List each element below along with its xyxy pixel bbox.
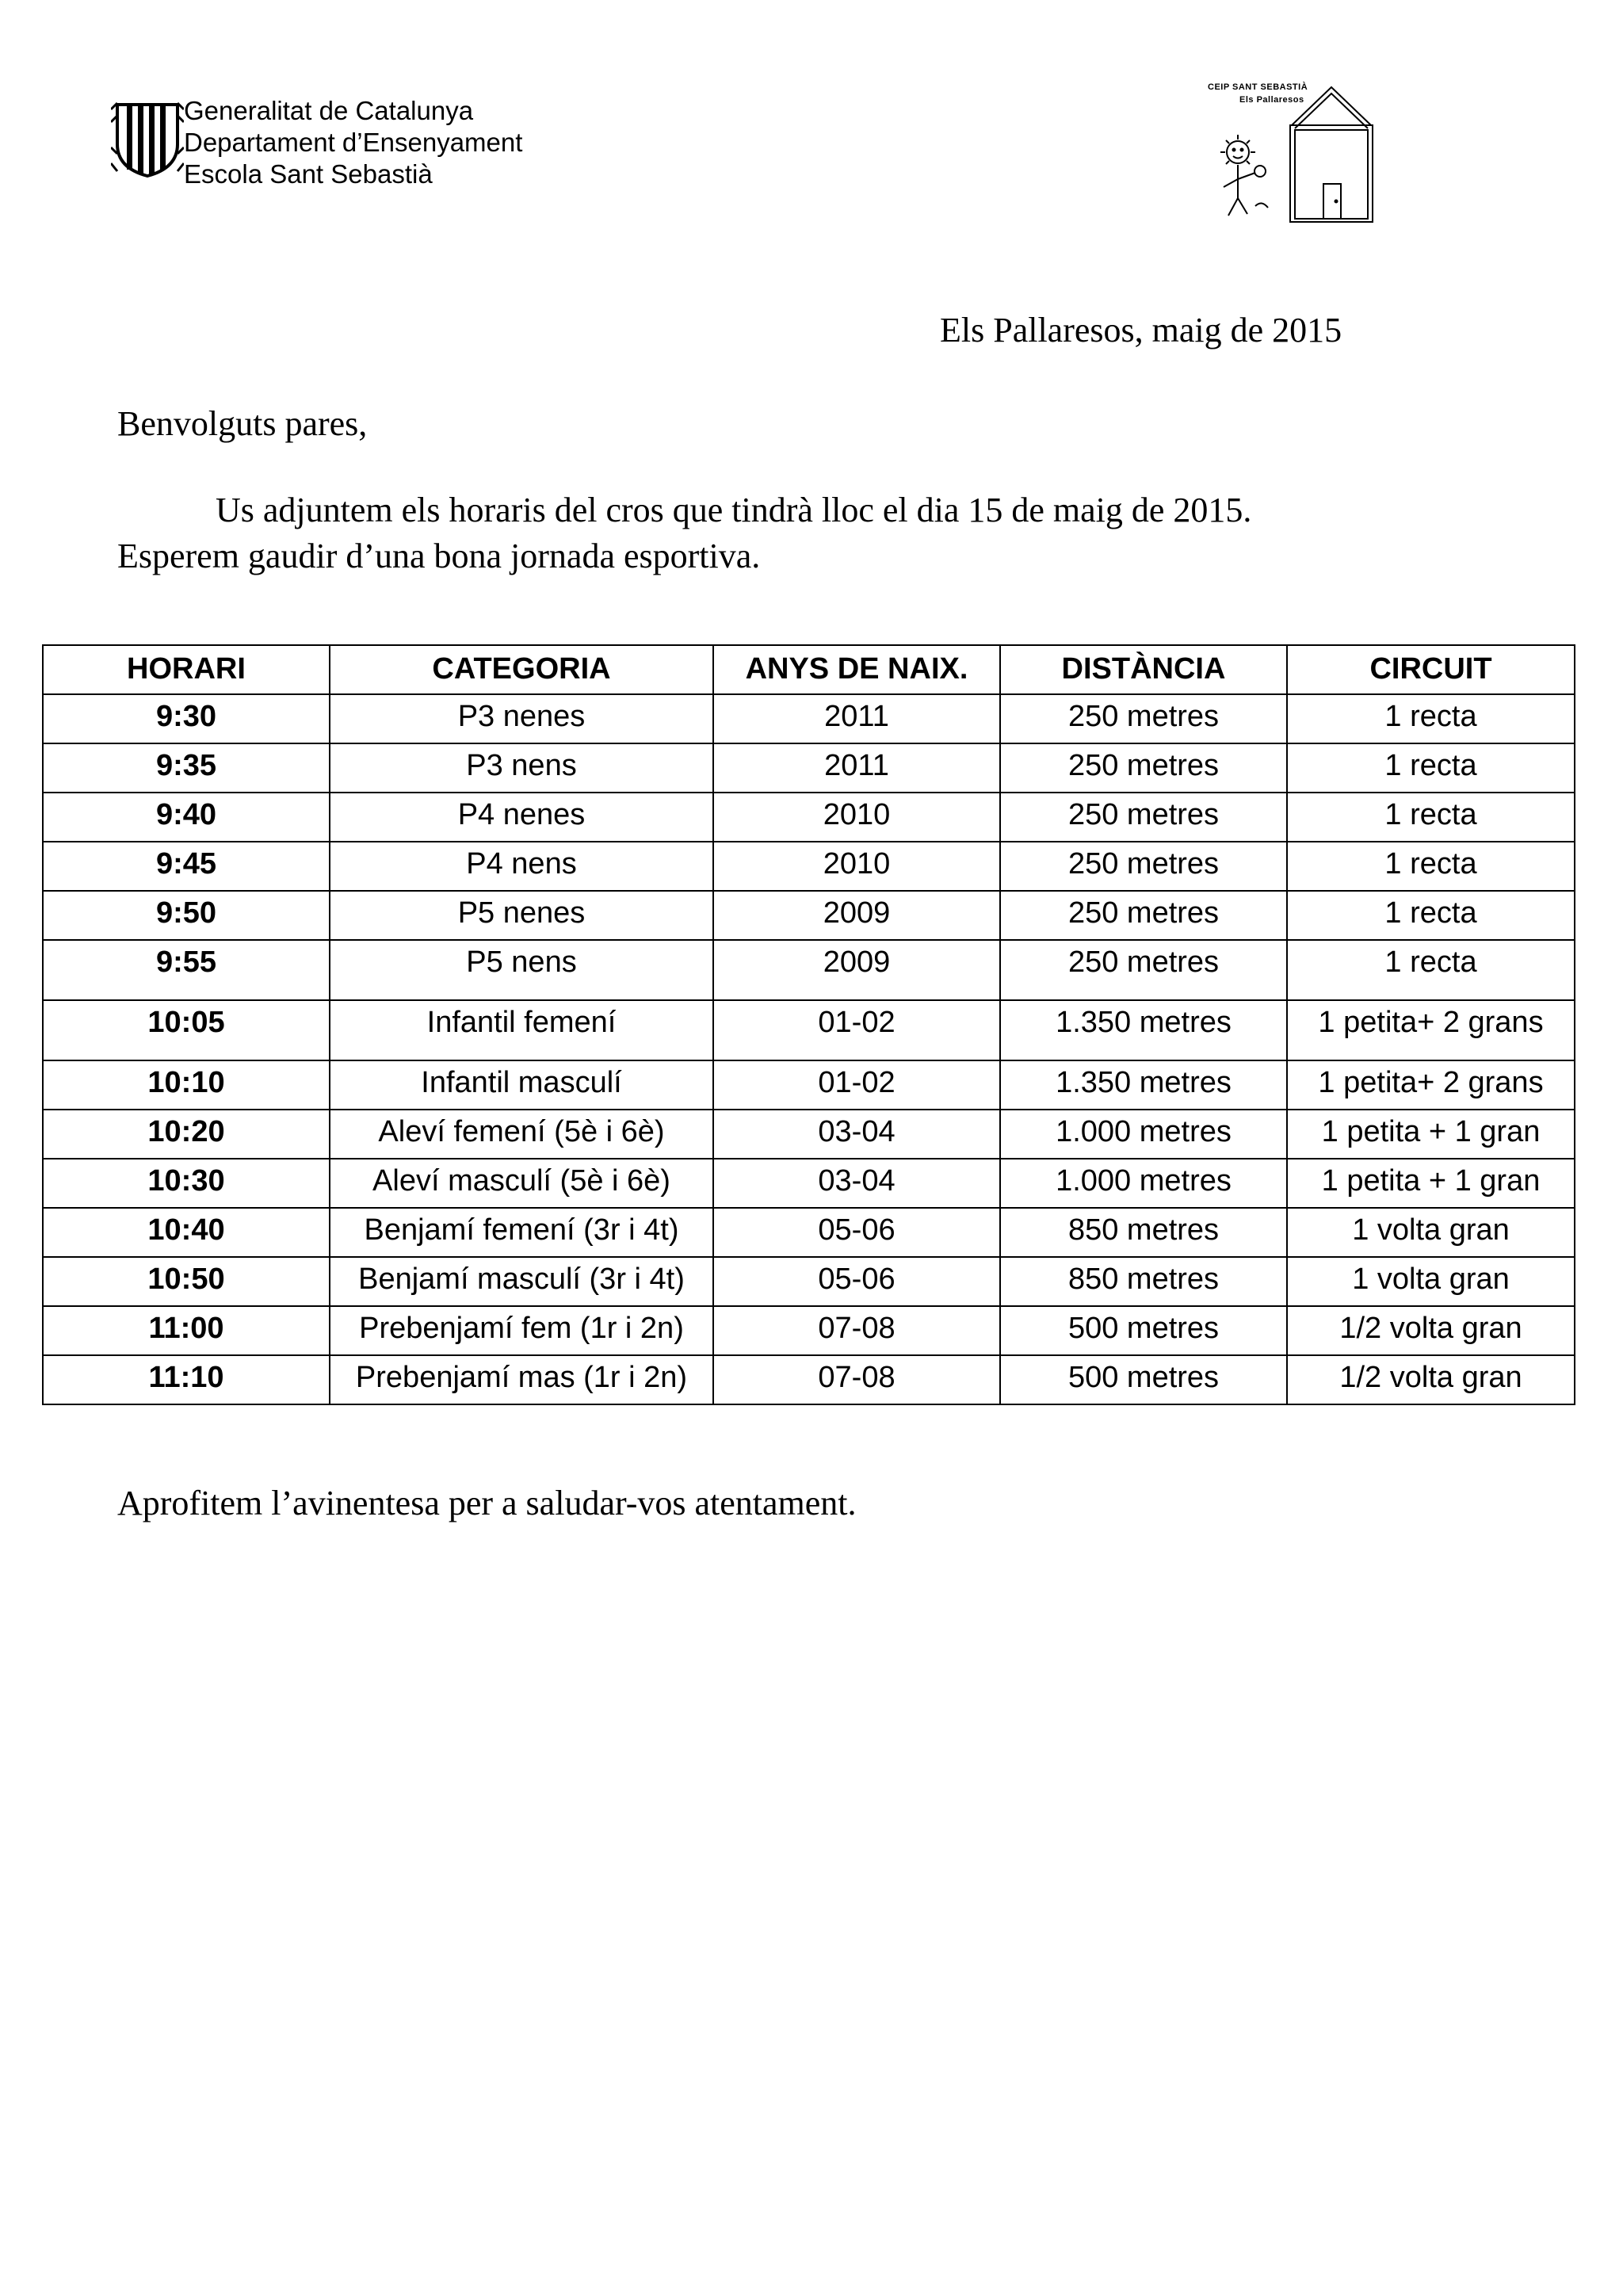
- cell-horari: 10:40: [43, 1208, 330, 1257]
- cell-categoria: P5 nenes: [330, 891, 713, 940]
- cell-horari: 9:55: [43, 940, 330, 1000]
- cell-distancia: 1.350 metres: [1000, 1060, 1287, 1110]
- school-logo-line1: CEIP SANT SEBASTIÀ: [1208, 82, 1308, 92]
- cell-categoria: Aleví masculí (5è i 6è): [330, 1159, 713, 1208]
- cell-anys: 01-02: [713, 1000, 1000, 1060]
- cell-categoria: Prebenjamí mas (1r i 2n): [330, 1355, 713, 1404]
- cell-anys: 03-04: [713, 1159, 1000, 1208]
- school-logo: [1205, 79, 1395, 226]
- cell-categoria: Infantil masculí: [330, 1060, 713, 1110]
- cell-categoria: Benjamí masculí (3r i 4t): [330, 1257, 713, 1306]
- table-row: [43, 1257, 1575, 1306]
- cell-anys: 03-04: [713, 1110, 1000, 1159]
- cell-circuit: 1 volta gran: [1287, 1257, 1575, 1306]
- cell-distancia: 250 metres: [1000, 891, 1287, 940]
- table-row: [43, 1110, 1575, 1159]
- school-house-drawing-icon: [1205, 79, 1395, 226]
- cell-circuit: 1 recta: [1287, 842, 1575, 891]
- header-circuit: CIRCUIT: [1287, 645, 1575, 694]
- school-logo-line2: Els Pallaresos: [1239, 95, 1304, 105]
- cell-horari: 10:50: [43, 1257, 330, 1306]
- cell-horari: 11:00: [43, 1306, 330, 1355]
- greeting: Benvolguts pares,: [117, 404, 368, 443]
- cell-categoria: P4 nens: [330, 842, 713, 891]
- cell-distancia: 850 metres: [1000, 1257, 1287, 1306]
- cell-horari: 9:45: [43, 842, 330, 891]
- cell-horari: 9:40: [43, 793, 330, 842]
- cell-distancia: 500 metres: [1000, 1355, 1287, 1404]
- cell-horari: 9:30: [43, 694, 330, 743]
- table-row: [43, 1208, 1575, 1257]
- header-horari: HORARI: [43, 645, 330, 694]
- table-header-row: [43, 645, 1575, 694]
- cell-circuit: 1 petita + 1 gran: [1287, 1110, 1575, 1159]
- cell-distancia: 250 metres: [1000, 842, 1287, 891]
- cell-distancia: 250 metres: [1000, 694, 1287, 743]
- cell-anys: 2011: [713, 694, 1000, 743]
- cell-categoria: P4 nenes: [330, 793, 713, 842]
- table-row: [43, 1159, 1575, 1208]
- closing-line: Aprofitem l’avinentesa per a saludar-vos atentament.: [117, 1484, 857, 1522]
- cell-circuit: 1 recta: [1287, 743, 1575, 793]
- cell-categoria: P3 nenes: [330, 694, 713, 743]
- cell-anys: 2009: [713, 891, 1000, 940]
- cell-horari: 10:05: [43, 1000, 330, 1060]
- cell-circuit: 1 recta: [1287, 891, 1575, 940]
- table-row: [43, 940, 1575, 1000]
- cell-categoria: P3 nens: [330, 743, 713, 793]
- cell-anys: 07-08: [713, 1306, 1000, 1355]
- cell-categoria: Aleví femení (5è i 6è): [330, 1110, 713, 1159]
- org-line-school: Escola Sant Sebastià: [184, 159, 433, 189]
- race-schedule-table: [42, 644, 1575, 1405]
- cell-horari: 10:30: [43, 1159, 330, 1208]
- header-anys-naix: ANYS DE NAIX.: [713, 645, 1000, 694]
- table-row: [43, 743, 1575, 793]
- cell-circuit: 1 volta gran: [1287, 1208, 1575, 1257]
- cell-distancia: 250 metres: [1000, 743, 1287, 793]
- table-row: [43, 1060, 1575, 1110]
- cell-circuit: 1 recta: [1287, 694, 1575, 743]
- cell-distancia: 1.350 metres: [1000, 1000, 1287, 1060]
- cell-distancia: 1.000 metres: [1000, 1159, 1287, 1208]
- intro-paragraph-line1: Us adjuntem els horaris del cros que tindrà lloc el dia 15 de maig de 2015.: [216, 491, 1252, 529]
- cell-distancia: 250 metres: [1000, 793, 1287, 842]
- cell-horari: 9:35: [43, 743, 330, 793]
- org-line-department: Departament d’Ensenyament: [184, 128, 523, 157]
- table-row: [43, 1306, 1575, 1355]
- cell-circuit: 1 recta: [1287, 940, 1575, 1000]
- cell-circuit: 1 recta: [1287, 793, 1575, 842]
- cell-anys: 2009: [713, 940, 1000, 1000]
- cell-horari: 10:10: [43, 1060, 330, 1110]
- cell-categoria: Prebenjamí fem (1r i 2n): [330, 1306, 713, 1355]
- cell-circuit: 1 petita+ 2 grans: [1287, 1000, 1575, 1060]
- intro-paragraph-line2: Esperem gaudir d’una bona jornada esportiva.: [117, 537, 761, 575]
- cell-distancia: 850 metres: [1000, 1208, 1287, 1257]
- place-date: Els Pallaresos, maig de 2015: [940, 311, 1342, 350]
- cell-distancia: 500 metres: [1000, 1306, 1287, 1355]
- header-categoria: CATEGORIA: [330, 645, 713, 694]
- cell-anys: 05-06: [713, 1257, 1000, 1306]
- header-distancia: DISTÀNCIA: [1000, 645, 1287, 694]
- cell-circuit: 1 petita+ 2 grans: [1287, 1060, 1575, 1110]
- cell-circuit: 1/2 volta gran: [1287, 1355, 1575, 1404]
- institution-header: [184, 95, 522, 190]
- cell-anys: 05-06: [713, 1208, 1000, 1257]
- table-row: [43, 891, 1575, 940]
- cell-horari: 10:20: [43, 1110, 330, 1159]
- cell-circuit: 1/2 volta gran: [1287, 1306, 1575, 1355]
- table-row: [43, 1000, 1575, 1060]
- cell-anys: 01-02: [713, 1060, 1000, 1110]
- cell-anys: 07-08: [713, 1355, 1000, 1404]
- cell-horari: 9:50: [43, 891, 330, 940]
- cell-anys: 2010: [713, 842, 1000, 891]
- cell-distancia: 250 metres: [1000, 940, 1287, 1000]
- cell-categoria: Benjamí femení (3r i 4t): [330, 1208, 713, 1257]
- generalitat-emblem-icon: [111, 100, 184, 179]
- table-row: [43, 694, 1575, 743]
- cell-distancia: 1.000 metres: [1000, 1110, 1287, 1159]
- org-line-generalitat: Generalitat de Catalunya: [184, 96, 474, 125]
- table-row: [43, 793, 1575, 842]
- cell-categoria: P5 nens: [330, 940, 713, 1000]
- table-row: [43, 842, 1575, 891]
- cell-anys: 2010: [713, 793, 1000, 842]
- cell-anys: 2011: [713, 743, 1000, 793]
- cell-categoria: Infantil femení: [330, 1000, 713, 1060]
- table-row: [43, 1355, 1575, 1404]
- cell-horari: 11:10: [43, 1355, 330, 1404]
- cell-circuit: 1 petita + 1 gran: [1287, 1159, 1575, 1208]
